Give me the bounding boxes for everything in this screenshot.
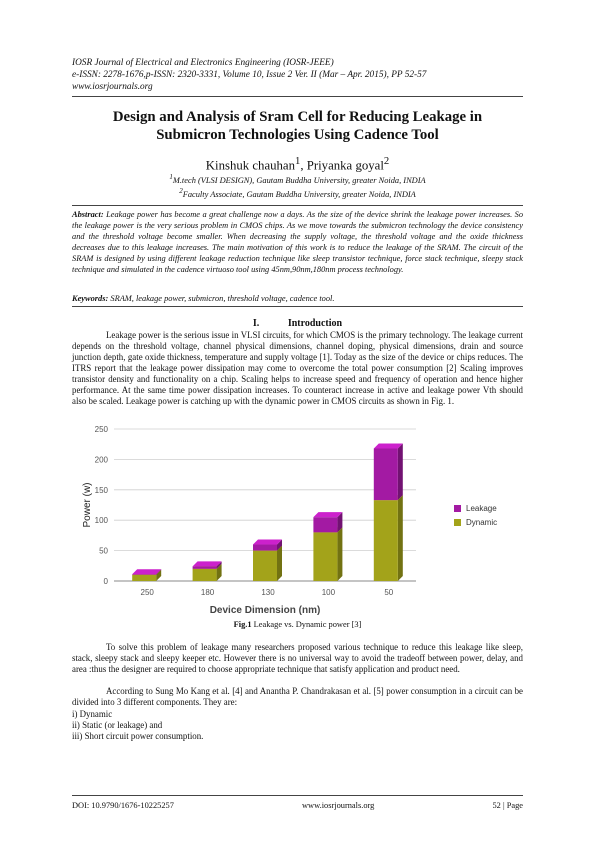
x-tick-label: 50	[384, 588, 394, 597]
bar-leakage-130	[253, 540, 282, 551]
keywords	[72, 294, 523, 303]
component-list	[72, 709, 203, 742]
author-separator: ,	[300, 158, 307, 173]
bar-leakage-50	[374, 443, 403, 500]
header-rule	[72, 96, 523, 97]
y-tick-label: 50	[99, 546, 108, 556]
y-tick-label: 250	[94, 425, 108, 434]
journal-issn: e-ISSN: 2278-1676,p-ISSN: 2320-3331, Volume 10, Issue 2 Ver. II (Mar – Apr. 2015), PP 52-57	[72, 70, 427, 80]
x-tick-label: 250	[140, 588, 154, 597]
bar-leakage-100	[313, 512, 342, 532]
title-line-2: Submicron Technologies Using Cadence Tool	[156, 127, 439, 143]
x-tick-label: 180	[200, 588, 215, 597]
abstract	[72, 210, 523, 275]
chart-legend	[454, 504, 497, 527]
journal-name: IOSR Journal of Electrical and Electronics Engineering (IOSR-JEEE)	[72, 58, 334, 68]
legend-swatch-dynamic	[454, 519, 461, 526]
list-item: i) Dynamic	[72, 709, 113, 719]
figure-caption	[72, 620, 523, 629]
section-title: Introduction	[287, 318, 343, 329]
chart-bars	[132, 443, 403, 581]
y-tick-label: 0	[103, 577, 108, 586]
author-2-sup: 2	[383, 156, 390, 167]
y-axis-label: Power (w)	[82, 482, 93, 528]
affil-1: M.tech (VLSI DESIGN), Gautam Buddha University, greater Noida, INDIA	[172, 175, 426, 185]
affil-2-sup: 2	[179, 186, 183, 195]
abstract-text: Leakage power has become a great challenge now a days. As the size of the device shrink the leakage power increases. So the leakage power is the very serious problem in CMOS chips. As we move towards the submicron technology the device consistency and the threshold voltage become smaller. When decreasing the supply voltage, the threshold voltage and the oxide thickness decreases due to this leakage increases. The main motivation of this work is to reduce the leakage of the SRAM. The circuit of the SRAM is designed by using different leakage reduction technique like sleep transistor technique, force stack technique, sleepy stack technique and simulated in the cadence virtuoso tool using 45nm,90nm,180nm process technology.	[72, 210, 524, 274]
abstract-label: Abstract:	[72, 210, 104, 219]
caption-text: Leakage vs. Dynamic power [3]	[251, 620, 362, 629]
paper-title	[60, 108, 535, 144]
y-tick-label: 200	[94, 455, 108, 465]
bar-dynamic-100	[313, 527, 342, 581]
journal-site: www.iosrjournals.org	[72, 82, 153, 92]
y-tick-labels	[95, 425, 109, 586]
y-tick-label: 150	[94, 485, 108, 495]
paragraph-3: According to Sung Mo Kang et al. [4] and Anantha P. Chandrakasan et al. [5] power consumption in a circuit can be divided into 3 different components. They are:	[72, 686, 523, 707]
affiliations	[60, 172, 535, 200]
section-number: I.	[252, 318, 260, 329]
bar-leakage-180	[193, 561, 222, 568]
keywords-text: SRAM, leakage power, submicron, threshold voltage, cadence tool.	[110, 294, 335, 303]
footer-rule	[72, 795, 523, 796]
footer-site: www.iosrjournals.org	[302, 801, 375, 810]
author-2: Priyanka goyal	[306, 158, 384, 173]
abstract-rule-bottom	[72, 306, 523, 307]
author-1: Kinshuk chauhan	[205, 158, 296, 173]
bar-dynamic-50	[374, 495, 403, 581]
footer-doi: DOI: 10.9790/1676-10225257	[72, 801, 174, 810]
caption-label: Fig.1	[233, 620, 252, 629]
legend-swatch-leakage	[454, 505, 461, 512]
y-tick-label: 100	[94, 516, 108, 526]
x-axis-label: Device Dimension (nm)	[209, 605, 321, 616]
list-item: ii) Static (or leakage) and	[72, 720, 163, 730]
keywords-label: Keywords:	[72, 294, 109, 303]
paragraph-1: Leakage power is the serious issue in VLSI circuits, for which CMOS is the primary technology. The leakage current depends on the threshold voltage, channel physical dimensions, channel doping, physical dimensions, drain and source junction depth, gate oxide thickness, temperature and supply voltage [1]. Today as the size of the device or chips reduces. The ITRS report that the leakage power dissipation may come to overcome the total power consumption [2] Scaling improves transistor density and functionality on a chip. Scaling helps to increase speed and frequency of operation and hence higher performance. At the same time power dissipation increases. To counteract increase in active and leakage power Vth should also be scaled. Leakage power is catching up with the dynamic power in CMOS circuits as shown in Fig. 1.	[72, 330, 523, 406]
bar-chart	[78, 425, 518, 621]
x-tick-label: 130	[261, 588, 275, 597]
bar-leakage-250	[132, 569, 161, 575]
title-line-1: Design and Analysis of Sram Cell for Reducing Leakage in	[112, 109, 483, 125]
author-1-sup: 1	[295, 156, 301, 167]
affil-2: Faculty Associate, Gautam Buddha University, greater Noida, INDIA	[182, 189, 416, 199]
paragraph-2: To solve this problem of leakage many researchers proposed various technique to reduce this leakage like sleep, stack, sleepy stack and sleepy keeper etc. However there is no universal way to avoid the tradeoff between power, delay, and area :thus the designer are required to choose appropriate technique that satisfy application and product need.	[72, 642, 523, 674]
abstract-rule-top	[72, 205, 523, 206]
authors	[60, 156, 535, 173]
section-heading	[72, 318, 523, 329]
bar-dynamic-130	[253, 546, 282, 581]
affil-1-sup: 1	[169, 173, 173, 181]
legend-label-dynamic: Dynamic	[466, 518, 498, 527]
journal-header	[72, 57, 426, 93]
footer-page: 52 | Page	[492, 801, 523, 810]
x-tick-label: 100	[321, 588, 336, 597]
x-tick-labels	[141, 588, 394, 597]
legend-label-leakage: Leakage	[466, 504, 497, 513]
list-item: iii) Short circuit power consumption.	[72, 731, 204, 741]
